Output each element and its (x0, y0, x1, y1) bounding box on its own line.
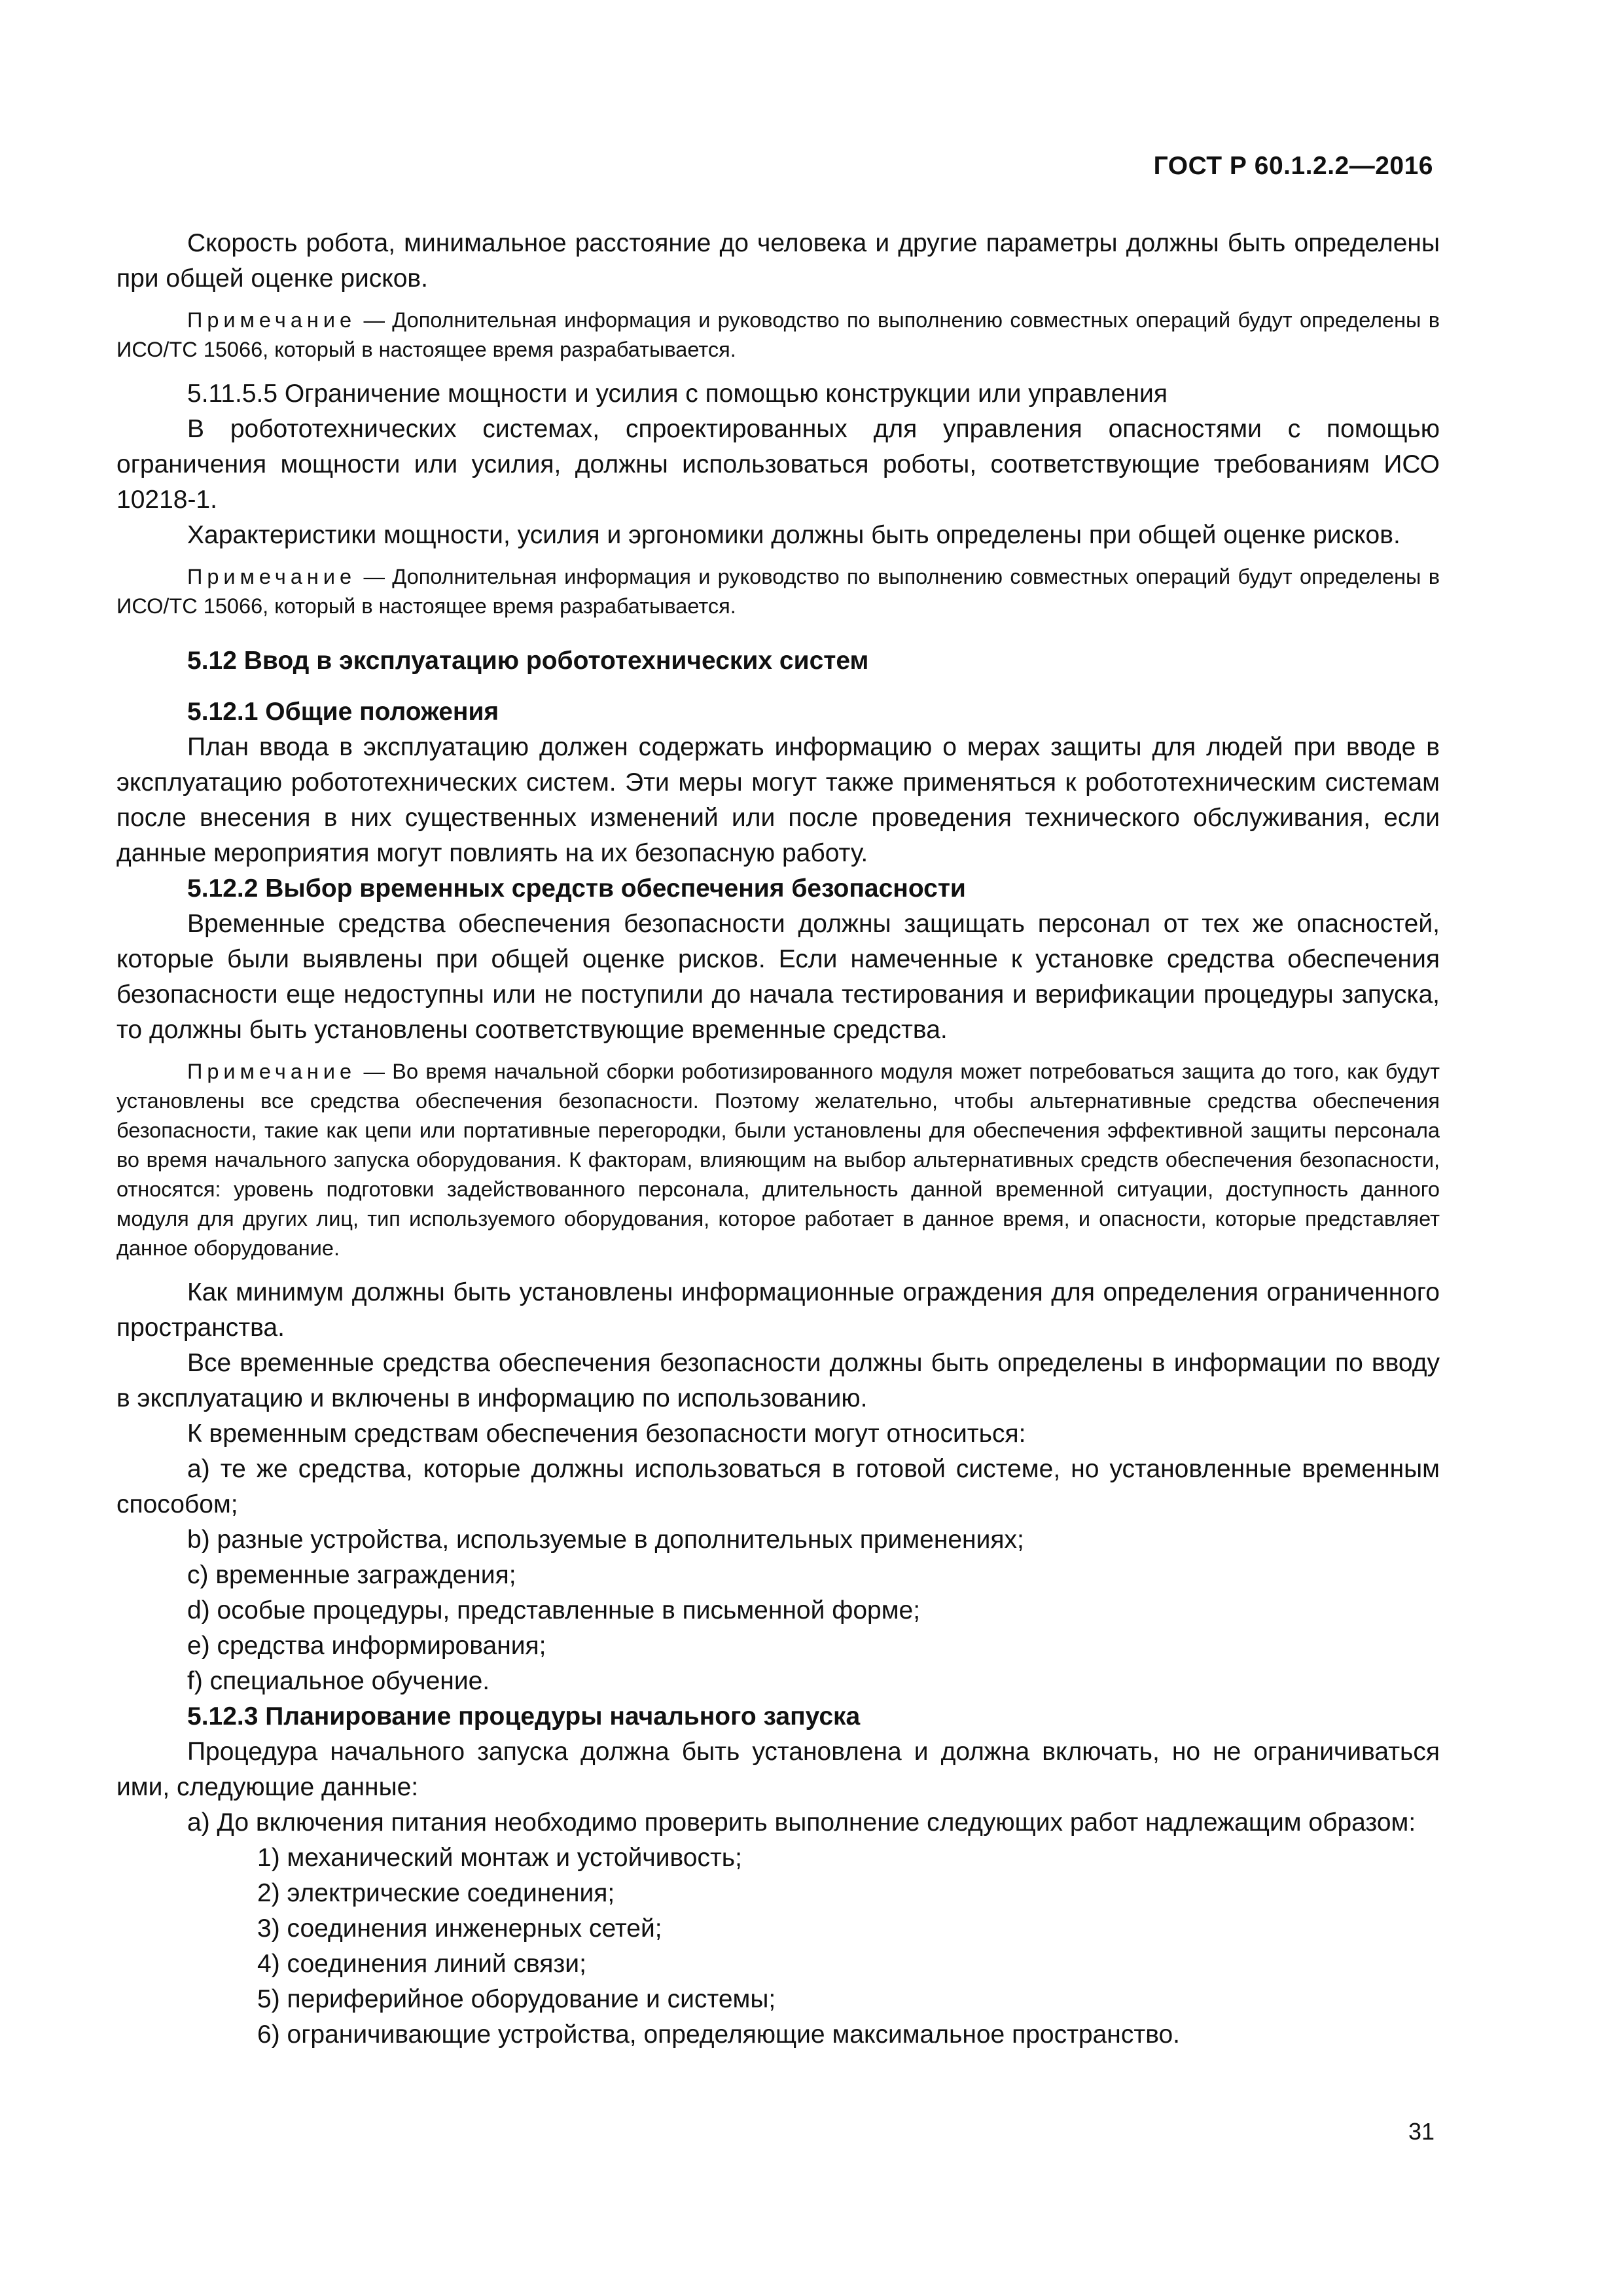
numbered-item: 4) соединения линий связи; (257, 1950, 586, 1978)
numbered-item: 5) периферийное оборудование и системы; (257, 1985, 776, 2013)
paragraph: Характеристики мощности, усилия и эргономики должны быть определены при общей оценке рисков. (187, 521, 1400, 549)
note-label: Примечание (187, 1060, 357, 1083)
section-heading: 5.12 Ввод в эксплуатацию робототехнических систем (187, 647, 869, 675)
numbered-item: 6) ограничивающие устройства, определяющие максимальное пространство. (257, 2020, 1181, 2049)
paragraph: а) До включения питания необходимо проверить выполнение следующих работ надлежащим образом: (187, 1808, 1416, 1837)
note (116, 562, 1440, 621)
subsection-title: 5.11.5.5 Ограничение мощности и усилия с помощью конструкции или управления (187, 380, 1168, 408)
document-code: ГОСТ Р 60.1.2.2—2016 (1153, 152, 1433, 180)
numbered-item: 3) соединения инженерных сетей; (257, 1914, 662, 1943)
paragraph: В робототехнических системах, спроектированных для управления опасностями с помощью ограничения мощности или усилия, должны использоваться роботы, соответствующие требованиям ИСО 10218-1. (116, 415, 1440, 514)
paragraph: Как минимум должны быть установлены информационные ограждения для определения ограниченного пространства. (116, 1278, 1440, 1342)
note (116, 1057, 1440, 1263)
paragraph: Все временные средства обеспечения безопасности должны быть определены в информации по вводу в эксплуатацию и включены в информацию по использованию. (116, 1349, 1440, 1412)
note (116, 306, 1440, 365)
list-item: e) средства информирования; (187, 1632, 546, 1660)
subsection-heading: 5.12.3 Планирование процедуры начального запуска (187, 1702, 861, 1731)
subsection-heading: 5.12.2 Выбор временных средств обеспечения безопасности (187, 874, 966, 903)
note-label: Примечание (187, 565, 357, 588)
paragraph: План ввода в эксплуатацию должен содержать информацию о мерах защиты для людей при вводе в эксплуатацию робототехнических систем. Эти меры могут также применяться к робототехническим системам после внесения в них существенных изменений или после проведения технического обслуживания, если данные мероприятия могут повлиять на их безопасную работу. (116, 733, 1440, 867)
paragraph: Процедура начального запуска должна быть установлена и должна включать, но не ограничиваться ими, следующие данные: (116, 1738, 1440, 1801)
note-text: — Дополнительная информация и руководство по выполнению совместных операций будут определены в ИСО/ТС 15066, который в настоящее время разрабатывается. (116, 565, 1440, 618)
document-body (116, 226, 1440, 2053)
list-item: d) особые процедуры, представленные в письменной форме; (187, 1596, 921, 1624)
paragraph: Скорость робота, минимальное расстояние до человека и другие параметры должны быть определены при общей оценке рисков. (116, 229, 1440, 293)
note-label: Примечание (187, 308, 357, 332)
list-item: a) те же средства, которые должны использоваться в готовой системе, но установленные временным способом; (116, 1455, 1440, 1518)
list-item: b) разные устройства, используемые в дополнительных применениях; (187, 1526, 1024, 1554)
paragraph: К временным средствам обеспечения безопасности могут относиться: (187, 1420, 1026, 1448)
page-number: 31 (1408, 2118, 1435, 2145)
list-item: f) специальное обучение. (187, 1667, 490, 1695)
note-text: — Дополнительная информация и руководство по выполнению совместных операций будут определены в ИСО/ТС 15066, который в настоящее время разрабатывается. (116, 308, 1440, 361)
numbered-item: 2) электрические соединения; (257, 1879, 615, 1907)
list-item: c) временные заграждения; (187, 1561, 516, 1589)
subsection-heading: 5.12.1 Общие положения (187, 698, 499, 726)
numbered-item: 1) механический монтаж и устойчивость; (257, 1844, 742, 1872)
paragraph: Временные средства обеспечения безопасности должны защищать персонал от тех же опасностей, которые были выявлены при общей оценке рисков. Если намеченные к установке средства обеспечения безопасности еще недоступны или не поступили до начала тестирования и верификации процедуры запуска, то должны быть установлены соответствующие временные средства. (116, 910, 1440, 1044)
note-text: — Во время начальной сборки роботизированного модуля может потребоваться защита до того, как будут установлены все средства обеспечения безопасности. Поэтому желательно, чтобы альтернативные средства обеспечения безопасности, такие как цепи или портативные перегородки, были установлены для обеспечения эффективной защиты персонала во время начального запуска оборудования. К факторам, влияющим на выбор альтернативных средств обеспечения безопасности, относятся: уровень подготовки задействованного персонала, длительность данной временной ситуации, доступность данного модуля для других лиц, тип используемого оборудования, которое работает в данное время, и опасности, которые представляет данное оборудование. (116, 1060, 1440, 1260)
